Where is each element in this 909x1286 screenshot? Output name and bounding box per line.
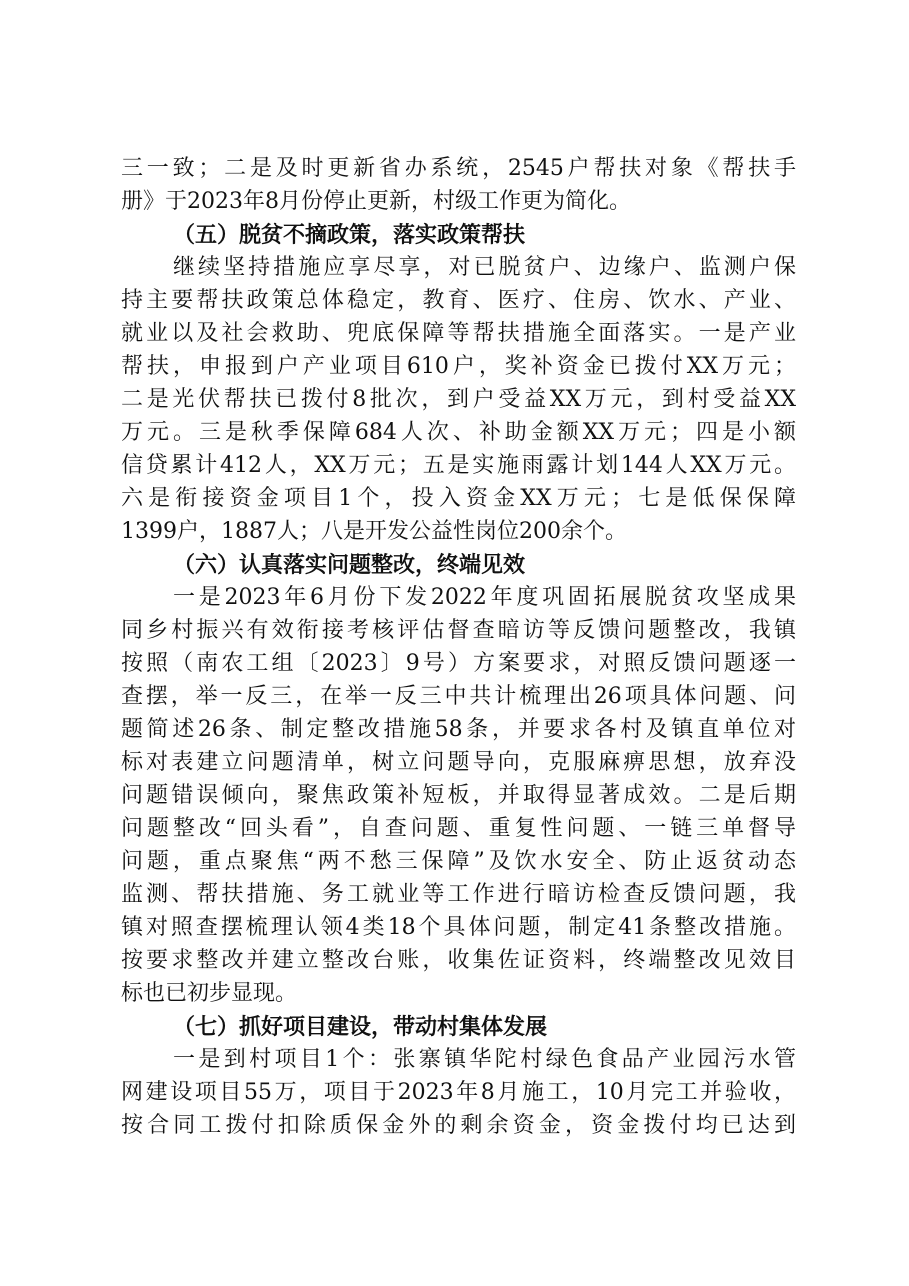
text-line: 二是光伏帮扶已拨付8批次，到户受益XX万元，到村受益XX (121, 387, 796, 412)
text-line: 查摆，举一反三，在举一反三中共计梳理出26项具体问题、问 (121, 684, 796, 709)
text-line: 继续坚持措施应享尽享，对已脱贫户、边缘户、监测户保 (173, 255, 796, 280)
text-line: 按照（南农工组〔2023〕9号）方案要求，对照反馈问题逐一 (121, 651, 796, 676)
section-heading: （七）抓好项目建设，带动村集体发展 (173, 1014, 548, 1040)
text-line: 网建设项目55万，项目于2023年8月施工，10月完工并验收， (121, 1080, 796, 1105)
text-line: 问题整改“回头看”，自查问题、重复性问题、一链三单督导 (121, 816, 796, 841)
text-line: 标对表建立问题清单，树立问题导向，克服麻痹思想，放弃没 (121, 750, 796, 775)
text-line: 问题，重点聚焦“两不愁三保障”及饮水安全、防止返贫动态 (121, 849, 796, 874)
text-line: 标也已初步显现。 (121, 981, 298, 1006)
text-line: 按要求整改并建立整改台账，收集佐证资料，终端整改见效目 (121, 948, 796, 973)
text-line: 三一致；二是及时更新省办系统，2545户帮扶对象《帮扶手 (121, 156, 796, 181)
text-line: 信贷累计412人，XX万元；五是实施雨露计划144人XX万元。 (121, 453, 796, 478)
section-heading: （五）脱贫不摘政策，落实政策帮扶 (173, 222, 526, 248)
text-line: 镇对照查摆梳理认领4类18个具体问题，制定41条整改措施。 (121, 915, 796, 940)
text-line: 一是2023年6月份下发2022年度巩固拓展脱贫攻坚成果 (173, 585, 796, 610)
text-line: 六是衔接资金项目1个，投入资金XX万元；七是低保保障 (121, 486, 796, 511)
text-line: 题简述26条、制定整改措施58条，并要求各村及镇直单位对 (121, 717, 796, 742)
text-line: 持主要帮扶政策总体稳定，教育、医疗、住房、饮水、产业、 (121, 288, 796, 313)
text-line: 同乡村振兴有效衔接考核评估督查暗访等反馈问题整改，我镇 (121, 618, 796, 643)
text-line: 册》于2023年8月份停止更新，村级工作更为简化。 (121, 189, 631, 214)
text-line: 监测、帮扶措施、务工就业等工作进行暗访检查反馈问题，我 (121, 882, 796, 907)
text-line: 一是到村项目1个：张寨镇华陀村绿色食品产业园污水管 (173, 1047, 796, 1072)
text-line: 万元。三是秋季保障684人次、补助金额XX万元；四是小额 (121, 420, 796, 445)
text-line: 按合同工拨付扣除质保金外的剩余资金，资金拨付均已达到 (121, 1113, 796, 1138)
text-line: 1399户，1887人；八是开发公益性岗位200余个。 (121, 519, 627, 544)
text-line: 帮扶，申报到户产业项目610户，奖补资金已拨付XX万元； (121, 354, 796, 379)
text-line: 就业以及社会救助、兜底保障等帮扶措施全面落实。一是产业 (121, 321, 796, 346)
text-line: 问题错误倾向，聚焦政策补短板，并取得显著成效。二是后期 (121, 783, 796, 808)
section-heading: （六）认真落实问题整改，终端见效 (173, 552, 526, 578)
